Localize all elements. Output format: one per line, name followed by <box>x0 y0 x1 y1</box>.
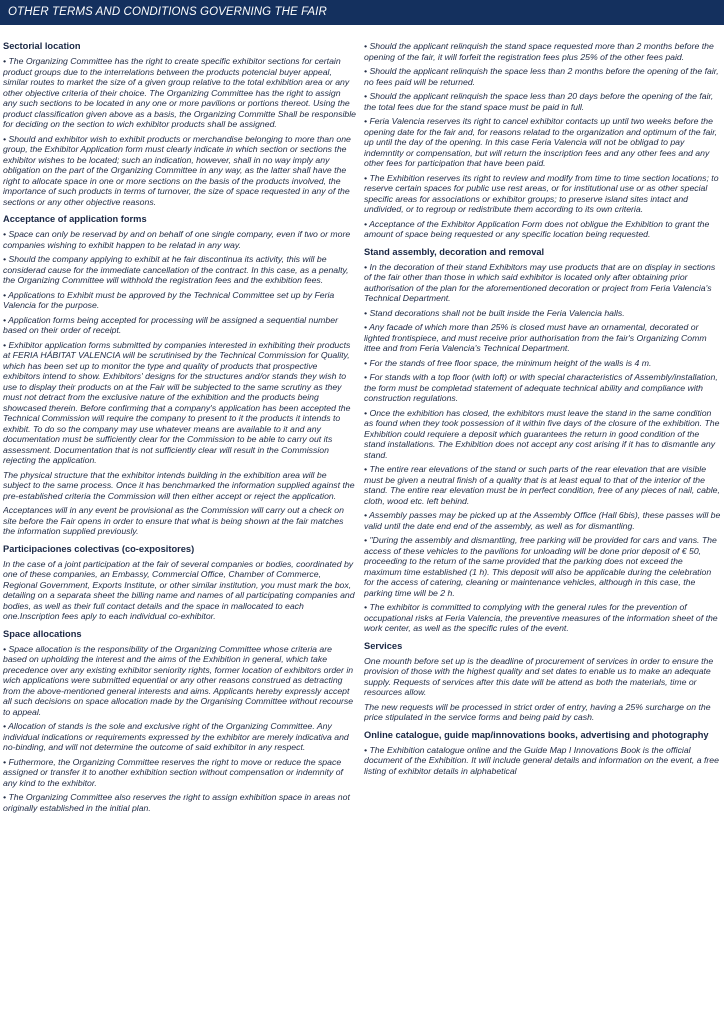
section-heading-sectorial-location: Sectorial location <box>3 41 81 51</box>
paragraph: • Space can only be reservad by and on behalf of one single company, even if two or more companies wishing to exhibit happen to be relatad in any way. <box>3 229 351 250</box>
section-heading-services: Services <box>364 640 403 651</box>
section-heading-stand-assembly: Stand assembly, decoration and removal <box>364 246 545 257</box>
paragraph: • Should the company applying to exhibit at he fair discontinua its activity, this will be considerad cause for the immediate cancellation of the contract. In this case, as a penalty, the Organizing Committee will withhold the registration fees and the exhibition fees. <box>3 254 349 285</box>
paragraph: • Any facade of which more than 25% is closed must have an ornamental, decorated or lighted frontispiece, and must receive prior authorisation from the fair's Organizing Comm ittee and from Feria Valencia's Technical Department. <box>364 322 707 353</box>
paragraph: • The Exhibition reserves its right to review and modify from time to time section locations; to reserve certain spaces for public use rest areas, or for institutional use or as other special specific areas for associations or exhibitor groups; to preserve island sites intact and undivided, or to regroup or redistribute them according to its own criteria. <box>364 172 719 214</box>
paragraph: • Exhibitor application forms submitted by companies interested in exhibiting their products at FERIA HÁBITAT VALENCIA will be scrutinised by the Technical Commission for Quality, which has been set up to monitor the type and quality of products that prospective exhibitors intend to show. Exhibitors' designs for the structures and/or stands they wish to use to display their products on at the Fair will be subjected to the same scrutiny as they must not detract from the exclusive nature of the exhibition and the products being showcased therein. Before confirming that a company's application has been accepted the Technical Commission will require the company to present to it the products it intends to exhibit. To do so the company may use whatever means are available to it and any documentation must be sufficiently clear for the Commission to be able to carry out its assessment. Documentation that is not sufficiently clear will result in the Commission rejecting the application. <box>3 339 351 465</box>
paragraph: • Should the applicant relinquish the stand space requested more than 2 months before the opening of the fair, it will forfeit the registration fees plus 25% of the other fees paid. <box>364 41 714 62</box>
paragraph: One mounth before set up is the deadline of procurement of services in order to ensure the provision of those with the highest quality and set dates to enable us to make an adequate supply. Requests of services after this date will be attend as both the materials, time or resources allow. <box>364 655 714 697</box>
paragraph: • Futhermore, the Organizing Committee reserves the right to move or reduce the space assigned or transfer it to another exhibition section without compensation or indemnity of any kind to the exhibitor. <box>3 756 343 788</box>
page-banner <box>0 0 724 25</box>
right-column <box>364 41 721 1021</box>
banner-title: OTHER TERMS AND CONDITIONS GOVERNING THE FAIR <box>8 6 327 18</box>
paragraph: • "During the assembly and dismantling, free parking will be provided for cars and vans. The access of these vehicles to the pavilions for unloading will be done prior deposit of € 50, proceeding to the return of the same provided that the parking does not exceed the maximum time established (1 h). This deposit will also be applicable during the celebration for the access of catering, cleaning or maintenance vehicles, although in this case, the parking time will be 2 h. <box>364 535 717 598</box>
paragraph: • Once the exhibition has closed, the exhibitors must leave the stand in the same condition as found when they took possession of it within five days of the closure of the exhibition. The Exhibition could requiere a deposit which guarantees the return in good condition of the stand installations. The Exhibition does not accept any cost arising if it has to dismantle any stand. <box>364 407 720 460</box>
paragraph: • Stand decorations shall not be built inside the Feria Valencia halls. <box>364 307 625 318</box>
paragraph: • For the stands of free floor space, the minimum height of the walls is 4 m. <box>364 357 652 368</box>
paragraph: • Application forms being accepted for processing will be assigned a sequential number based on their order of receipt. <box>3 314 338 335</box>
paragraph: • Applications to Exhibit must be approved by the Technical Committee set up by Feria Valencia for the purpose. <box>3 289 335 310</box>
paragraph: • For stands with a top floor (with loft) or with special characteristics of Assembly/installation, the form must be completad statement of adequate technical ability and compliance with construction regulations. <box>364 372 718 403</box>
paragraph: • The Exhibition catalogue online and the Guide Map I Innovations Book is the official document of the Exhibition. It will include general details and information on the event, a free listing of exhibitor details in alphabetical <box>364 744 719 776</box>
paragraph: • Should the applicant relinquish the space less than 20 days before the opening of the fair, the total fees due for the stand space must be paid in full. <box>364 91 714 112</box>
paragraph: • The Organizing Committee has the right to create specific exhibitor sections for certain product groups due to the interrelations between the products potencial buyer appeal, similar routes to market the size of a given group relative to the total exhibition area or any other objective criteria of their choice. The Organizing Committee has the right to assign any such sections to be located in any one or more pavilions or portions thereot. Using the product classification given above as a basis, the Organizing Committe Shall be responsible for deciding on the section to wich exhibitor products shall be assigned. <box>3 56 356 129</box>
paragraph: • In the decoration of their stand Exhibitors may use products that are on display in sections of the fair other than those in which said exhibitor is located only after obtaining prior authorisation of the plan for the aforementioned decoration or project from Feria Valencia's Technical Department. <box>364 261 716 303</box>
paragraph: • The exhibitor is committed to complying with the general rules for the prevention of occupational risks at Feria Valencia, the preventive measures of the information sheet of the work center, as well as the specific rules of the event. <box>364 602 718 633</box>
paragraph: • Should the applicant relinquish the space less than 2 months before the opening of the fair, no fees paid will be returned. <box>364 66 719 87</box>
paragraph: The new requests will be processed in strict order of entry, having a 25% surcharge on the price stipulated in the service forms and being paid by cash. <box>364 701 711 722</box>
paragraph: The physical structure that the exhibitor intends building in the exhibition area will be subject to the same process. Once it has benchmarked the information supplied against the pre-established criteria the Commission will then either accept or reject the application. <box>3 469 355 501</box>
paragraph: • Space allocation is the responsibility of the Organizing Committee whose criteria are based on upholding the interest and the aims of the Exhibition in general, which take precedence over any existing exhibitor seniority rights, former location of exhibitors order in wich applications were submitted equential or any other reasons construed as detracting from the above-mentioned general interests and aims. Applicants hereby expressly accept all such decisions on space allocation made by the Organising Committee without recourse to appeal. <box>3 643 354 717</box>
paragraph: • Assembly passes may be picked up at the Assembly Office (Hall 6bis), these passes will be valid until the date end end of the assembly, as well as for dismantling. <box>364 510 721 531</box>
paragraph: • The Organizing Committee also reserves the right to assign exhibition space in areas not originally established in the initial plan. <box>3 792 350 813</box>
paragraph: Acceptances will in any event be provisional as the Commission will carry out a check on site before the Fair opens in order to ensure that what is being shown at the fair matches the information supplied previously. <box>3 505 344 536</box>
left-column <box>3 41 356 1021</box>
paragraph: • Allocation of stands is the sole and exclusive right of the Organizing Committee. Any individual indications or requirements expressed by the exhibitor are merely indicativa and no-binding, and will not determine the outcome of said exhibitor in any respect. <box>3 721 349 752</box>
paragraph: In the case of a joint participation at the fair of several companies or bodies, coordinated by one of these companies, an Embassy, Commercial Office, Chamber of Commerce, Regional Government, Exports Institute, or other similar institution, you must mark the box, detailing on a separata sheet the billing name and names of all participating companies and bodies, as well as their full contact details and the space in mallocated to each one.Inscription fees aply to each individual co-exhibitor. <box>3 558 355 621</box>
paragraph: • The entire rear elevations of the stand or such parts of the rear elevation that are visible must be given a neutral finish of a quality that is at least equal to that of the interior of the stand. The entire rear elevation must be in perfect condition, free of any pieces of nail, cable, cloth, wood etc. left behind. <box>364 464 720 506</box>
section-heading-acceptance-of-application-forms: Acceptance of application forms <box>3 214 147 224</box>
paragraph: • Acceptance of the Exhibitor Application Form does not obligue the Exhibition to grant the amount of space being requested or any specific location being requested. <box>364 218 710 239</box>
section-heading-space-allocations: Space allocations <box>3 628 82 639</box>
section-heading-participaciones-colectivas: Participaciones colectivas (co-expositores) <box>3 543 195 554</box>
paragraph: • Should and exhibitor wish to exhibit products or merchandise belonging to more than one group, the Exhibitor Application form must clearly indicate in which section or sections the exhibitor wishes to be located; such an indication, however, shall in no way imply any obligation on the part of the Organizing Committee in any way, as the latter shall have the right to allocate space in one or more sections on the basis of the products involved, the importance of such products in terms of turnover, the size of space requested in any of the sections or any other objective reasons. <box>3 133 351 207</box>
section-heading-online-catalogue: Online catalogue, guide map/innovations books, advertising and photography <box>364 729 709 740</box>
paragraph: • Feria Valencia reserves its right to cancel exhibitor contacts up until two weeks before the opening date for the fair and, for reasons relatad to the organization and optimum of the fair, up until the day of the opening. In this case Feria Valencia will not be obligad to pay indemntity or compensation, but will return the inscription fees and any other fees and any other fees for participation that have been paid. <box>364 116 718 168</box>
